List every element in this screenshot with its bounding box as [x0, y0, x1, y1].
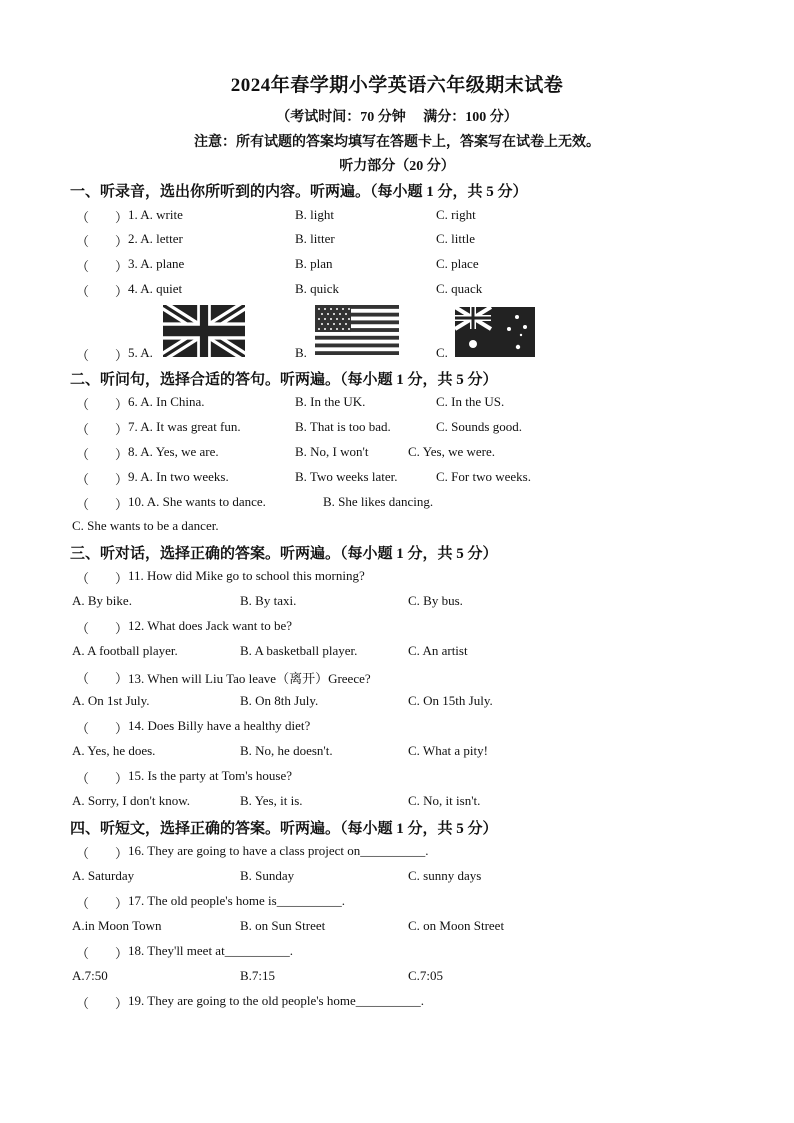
q7-option-b: B. That is too bad. [295, 419, 391, 434]
q13-option-b: B. On 8th July. [240, 693, 319, 708]
exam-notice: 注意：所有试题的答案均填写在答题卡上，答案写在试卷上无效。 [194, 135, 600, 150]
q12-option-a: A. A football player. [72, 643, 178, 658]
q10-option-c: C. She wants to be a dancer. [72, 518, 219, 533]
uk-flag-icon [163, 305, 245, 357]
us-flag-icon [315, 305, 399, 355]
q4-option-b: B. quick [295, 281, 340, 296]
answer-bracket: （ ） [76, 447, 129, 462]
q3-option-b: B. plan [295, 256, 333, 271]
answer-bracket: （ ） [76, 497, 129, 512]
q13-option-c: C. On 15th July. [408, 693, 493, 708]
answer-bracket: （ ） [76, 621, 129, 636]
q12-question: 12. What does Jack want to be? [128, 618, 293, 633]
section-2-heading: 二、听问句，选择合适的答句。听两遍。（每小题 1 分，共 5 分） [70, 372, 498, 388]
q6-option-a: 6. A. In China. [128, 394, 205, 409]
q16-option-c: C. sunny days [408, 868, 482, 883]
q3-option-a: 3. A. plane [128, 256, 185, 271]
answer-bracket: （ ） [76, 397, 129, 412]
listening-part-title: 听力部分（20 分） [339, 159, 455, 174]
q8-option-a: 8. A. Yes, we are. [128, 444, 219, 459]
q14-option-b: B. No, he doesn't. [240, 743, 333, 758]
q11-question: 11. How did Mike go to school this morning? [128, 568, 365, 583]
q2-option-c: C. little [436, 231, 475, 246]
answer-bracket: （ ） [76, 846, 129, 861]
q4-option-c: C. quack [436, 281, 483, 296]
q15-option-a: A. Sorry, I don't know. [72, 793, 191, 808]
section-4-heading: 四、听短文，选择正确的答案。听两遍。（每小题 1 分，共 5 分） [70, 821, 498, 837]
q1-option-b: B. light [295, 207, 335, 222]
q14-option-a: A. Yes, he does. [72, 743, 156, 758]
answer-bracket: （ ） [76, 771, 129, 786]
q18-option-c: C.7:05 [408, 968, 444, 983]
answer-bracket: （ ） [76, 259, 129, 274]
answer-bracket: （ ） [76, 472, 129, 487]
answer-bracket: （ ） [76, 210, 129, 225]
q6-option-b: B. In the UK. [295, 394, 366, 409]
q13-option-a: A. On 1st July. [72, 693, 150, 708]
q1-option-a: 1. A. write [128, 207, 183, 222]
q13-question: 13. When will Liu Tao leave（离开）Greece? [128, 671, 371, 686]
q11-option-c: C. By bus. [408, 593, 463, 608]
section-1-heading: 一、听录音，选出你所听到的内容。听两遍。（每小题 1 分，共 5 分） [70, 184, 528, 200]
q5-option-c: C. [436, 345, 448, 360]
q5-option-b: B. [295, 345, 307, 360]
answer-bracket: （ ） [76, 284, 129, 299]
q14-option-c: C. What a pity! [408, 743, 488, 758]
australia-flag-icon [455, 307, 535, 357]
q16-question: 16. They are going to have a class project on__________. [128, 843, 429, 858]
q9-option-b: B. Two weeks later. [295, 469, 398, 484]
q19-question: 19. They are going to the old people's home__________. [128, 993, 424, 1008]
answer-bracket: （ ） [76, 896, 129, 911]
q16-option-b: B. Sunday [240, 868, 295, 883]
q8-option-c: C. Yes, we were. [408, 444, 496, 459]
q2-option-b: B. litter [295, 231, 335, 246]
q8-option-b: B. No, I won't [295, 444, 369, 459]
q3-option-c: C. place [436, 256, 479, 271]
q2-option-a: 2. A. letter [128, 231, 183, 246]
answer-bracket: （ ） [76, 571, 129, 586]
q17-option-a: A.in Moon Town [72, 918, 162, 933]
q11-option-b: B. By taxi. [240, 593, 297, 608]
answer-bracket: （ ） [76, 671, 129, 686]
q18-option-b: B.7:15 [240, 968, 276, 983]
q18-option-a: A.7:50 [72, 968, 108, 983]
q7-option-a: 7. A. It was great fun. [128, 419, 241, 434]
q16-option-a: A. Saturday [72, 868, 135, 883]
q18-question: 18. They'll meet at__________. [128, 943, 293, 958]
answer-bracket: （ ） [76, 234, 129, 249]
q11-option-a: A. By bike. [72, 593, 132, 608]
q4-option-a: 4. A. quiet [128, 281, 183, 296]
exam-info: （考试时间：70 分钟 满分：100 分） [276, 110, 518, 125]
q5-option-a: 5. A. [128, 345, 153, 360]
q9-option-c: C. For two weeks. [436, 469, 531, 484]
q17-option-c: C. on Moon Street [408, 918, 505, 933]
q6-option-c: C. In the US. [436, 394, 505, 409]
q9-option-a: 9. A. In two weeks. [128, 469, 229, 484]
answer-bracket: （ ） [76, 721, 129, 736]
q10-option-b: B. She likes dancing. [323, 494, 434, 509]
q17-option-b: B. on Sun Street [240, 918, 326, 933]
exam-title: 2024年春学期小学英语六年级期末试卷 [230, 75, 564, 96]
q12-option-c: C. An artist [408, 643, 468, 658]
q15-question: 15. Is the party at Tom's house? [128, 768, 293, 783]
answer-bracket: （ ） [76, 422, 129, 437]
section-3-heading: 三、听对话，选择正确的答案。听两遍。（每小题 1 分，共 5 分） [70, 546, 498, 562]
q17-question: 17. The old people's home is__________. [128, 893, 345, 908]
q1-option-c: C. right [436, 207, 476, 222]
answer-bracket: （ ） [76, 348, 129, 363]
answer-bracket: （ ） [76, 946, 129, 961]
q7-option-c: C. Sounds good. [436, 419, 522, 434]
q15-option-c: C. No, it isn't. [408, 793, 481, 808]
answer-bracket: （ ） [76, 996, 129, 1011]
q14-question: 14. Does Billy have a healthy diet? [128, 718, 311, 733]
q12-option-b: B. A basketball player. [240, 643, 358, 658]
q10-option-a: 10. A. She wants to dance. [128, 494, 266, 509]
q15-option-b: B. Yes, it is. [240, 793, 303, 808]
